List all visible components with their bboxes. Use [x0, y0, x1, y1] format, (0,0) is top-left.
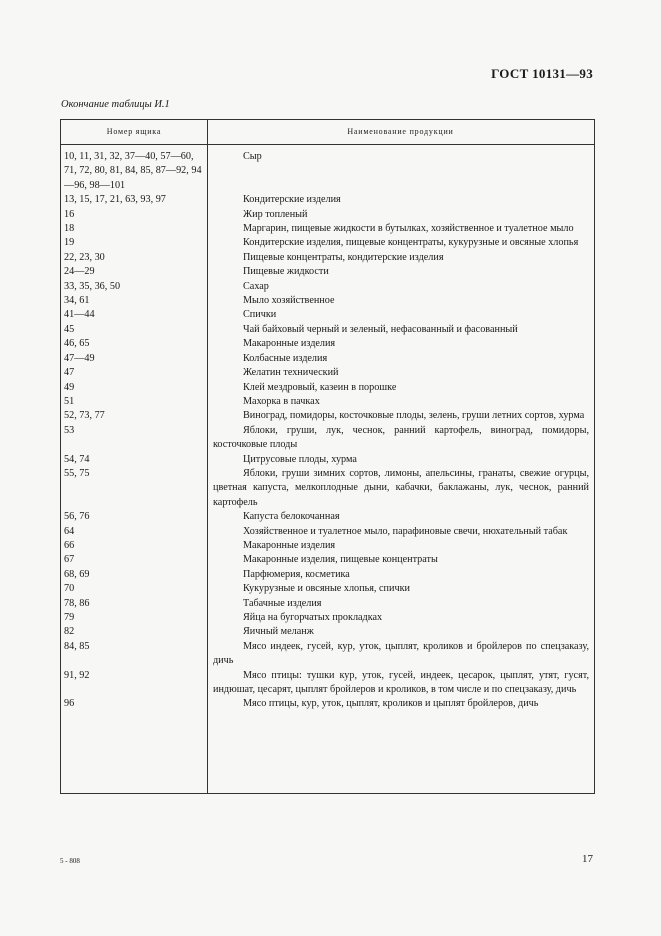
box-number: 22, 23, 30	[64, 251, 105, 263]
product-name: Яблоки, груши, лук, чеснок, ранний картофель, виноград, помидоры, косточковые плоды	[213, 424, 589, 451]
box-number: 33, 35, 36, 50	[64, 280, 121, 292]
box-number: 45	[64, 323, 75, 335]
column-header-product: Наименование продукции	[347, 127, 454, 136]
box-number: 10, 11, 31, 32, 37—40, 57—60, 71, 72, 80, 81, 84, 85, 87—92, 94—96, 98—101	[64, 151, 202, 191]
box-number: 68, 69	[64, 568, 90, 580]
box-number: 47—49	[64, 352, 95, 364]
product-name: Кондитерские изделия	[243, 194, 341, 206]
box-number: 91, 92	[64, 669, 90, 681]
print-code: 5 - 808	[60, 857, 80, 865]
box-number: 70	[64, 583, 75, 595]
product-name: Капуста белокочанная	[243, 511, 340, 523]
table-row	[61, 568, 594, 582]
product-name: Махорка в пачках	[243, 395, 320, 407]
product-name: Цитрусовые плоды, хурма	[243, 453, 357, 465]
table-row	[61, 337, 594, 351]
box-number: 52, 73, 77	[64, 410, 105, 422]
table-row	[61, 236, 594, 250]
box-number: 41—44	[64, 309, 95, 321]
table-row	[61, 697, 594, 711]
product-name: Мясо птицы: тушки кур, уток, гусей, индеек, цесарок, цыплят, утят, гусят, индюшат, цесарят, цыплят бройлеров и кроликов, в том числе и по спецзаказу, дичь	[213, 669, 589, 696]
table-row	[61, 669, 594, 698]
product-name: Желатин технический	[243, 367, 339, 379]
box-number: 19	[64, 237, 75, 249]
table-row	[61, 208, 594, 222]
table-row	[61, 424, 594, 453]
table-row	[61, 150, 594, 193]
box-number: 78, 86	[64, 597, 90, 609]
product-name: Кондитерские изделия, пищевые концентраты, кукурузные и овсяные хлопья	[243, 237, 579, 249]
product-name: Виноград, помидоры, косточковые плоды, зелень, груши летних сортов, хурма	[243, 410, 585, 422]
product-name: Пищевые жидкости	[243, 266, 329, 278]
box-number: 53	[64, 424, 75, 436]
product-name: Макаронные изделия	[243, 338, 336, 350]
table-row	[61, 510, 594, 524]
table-row	[61, 308, 594, 322]
box-number: 18	[64, 223, 75, 235]
table-row	[61, 467, 594, 510]
box-number: 51	[64, 395, 75, 407]
table-row	[61, 640, 594, 669]
box-number: 79	[64, 612, 75, 623]
box-number: 34, 61	[64, 295, 90, 307]
product-name: Пищевые концентраты, кондитерские изделия	[243, 251, 444, 263]
box-number: 13, 15, 17, 21, 63, 93, 97	[64, 194, 166, 206]
box-number: 24—29	[64, 266, 95, 278]
box-number: 82	[64, 626, 75, 638]
table-header	[61, 120, 594, 145]
product-name: Маргарин, пищевые жидкости в бутылках, хозяйственное и туалетное мыло	[243, 223, 574, 235]
product-name: Кукурузные и овсяные хлопья, спички	[243, 583, 410, 595]
table-row	[61, 222, 594, 236]
table-row	[61, 280, 594, 294]
product-name: Табачные изделия	[243, 597, 322, 609]
product-name: Макаронные изделия, пищевые концентраты	[243, 554, 438, 566]
table-body	[61, 150, 594, 712]
table-caption: Окончание таблицы И.1	[61, 99, 170, 110]
page-number: 17	[582, 853, 593, 865]
box-number: 16	[64, 208, 75, 220]
products-table	[60, 119, 595, 794]
table-row	[61, 553, 594, 567]
table-row	[61, 453, 594, 467]
table-row	[61, 525, 594, 539]
box-number: 46, 65	[64, 338, 90, 350]
product-name: Хозяйственное и туалетное мыло, парафиновые свечи, нюхательный табак	[243, 525, 568, 537]
product-name: Яичный меланж	[243, 626, 314, 638]
table-row	[61, 352, 594, 366]
product-name: Парфюмерия, косметика	[243, 568, 350, 580]
box-number: 67	[64, 554, 75, 566]
column-header-number: Номер ящика	[106, 127, 162, 136]
table-row	[61, 251, 594, 265]
product-name: Сыр	[243, 151, 262, 162]
product-name: Колбасные изделия	[243, 352, 328, 364]
table-row	[61, 395, 594, 409]
product-name: Макаронные изделия	[243, 539, 336, 551]
table-row	[61, 265, 594, 279]
product-name: Мясо птицы, кур, уток, цыплят, кроликов и цыплят бройлеров, дичь	[243, 698, 539, 710]
product-name: Сахар	[243, 280, 269, 292]
table-row	[61, 193, 594, 207]
box-number: 56, 76	[64, 511, 90, 523]
box-number: 47	[64, 367, 75, 379]
table-row	[61, 366, 594, 380]
product-name: Мясо индеек, гусей, кур, уток, цыплят, кроликов и бройлеров по спецзаказу, дичь	[213, 640, 589, 667]
table-row	[61, 409, 594, 423]
product-name: Чай байховый черный и зеленый, нефасованный и фасованный	[243, 323, 518, 335]
product-name: Яблоки, груши зимних сортов, лимоны, апельсины, гранаты, свежие огурцы, цветная капуста, мелкоплодные дыни, кабачки, баклажаны, лук, чеснок, ранний картофель	[213, 467, 589, 508]
box-number: 54, 74	[64, 453, 90, 465]
box-number: 84, 85	[64, 640, 90, 652]
table-row	[61, 539, 594, 553]
product-name: Яйца на бугорчатых прокладках	[243, 612, 383, 623]
box-number: 66	[64, 539, 75, 551]
product-name: Жир топленый	[243, 208, 308, 220]
standard-title: ГОСТ 10131—93	[491, 66, 593, 81]
table-row	[61, 582, 594, 596]
table-row	[61, 294, 594, 308]
box-number: 64	[64, 525, 75, 537]
table-row	[61, 323, 594, 337]
table-row	[61, 611, 594, 625]
table-row	[61, 597, 594, 611]
product-name: Спички	[243, 309, 277, 321]
box-number: 96	[64, 698, 75, 710]
table-row	[61, 381, 594, 395]
box-number: 49	[64, 381, 75, 393]
box-number: 55, 75	[64, 467, 90, 479]
product-name: Клей мездровый, казеин в порошке	[243, 381, 397, 393]
product-name: Мыло хозяйственное	[243, 295, 335, 307]
table-row	[61, 625, 594, 639]
